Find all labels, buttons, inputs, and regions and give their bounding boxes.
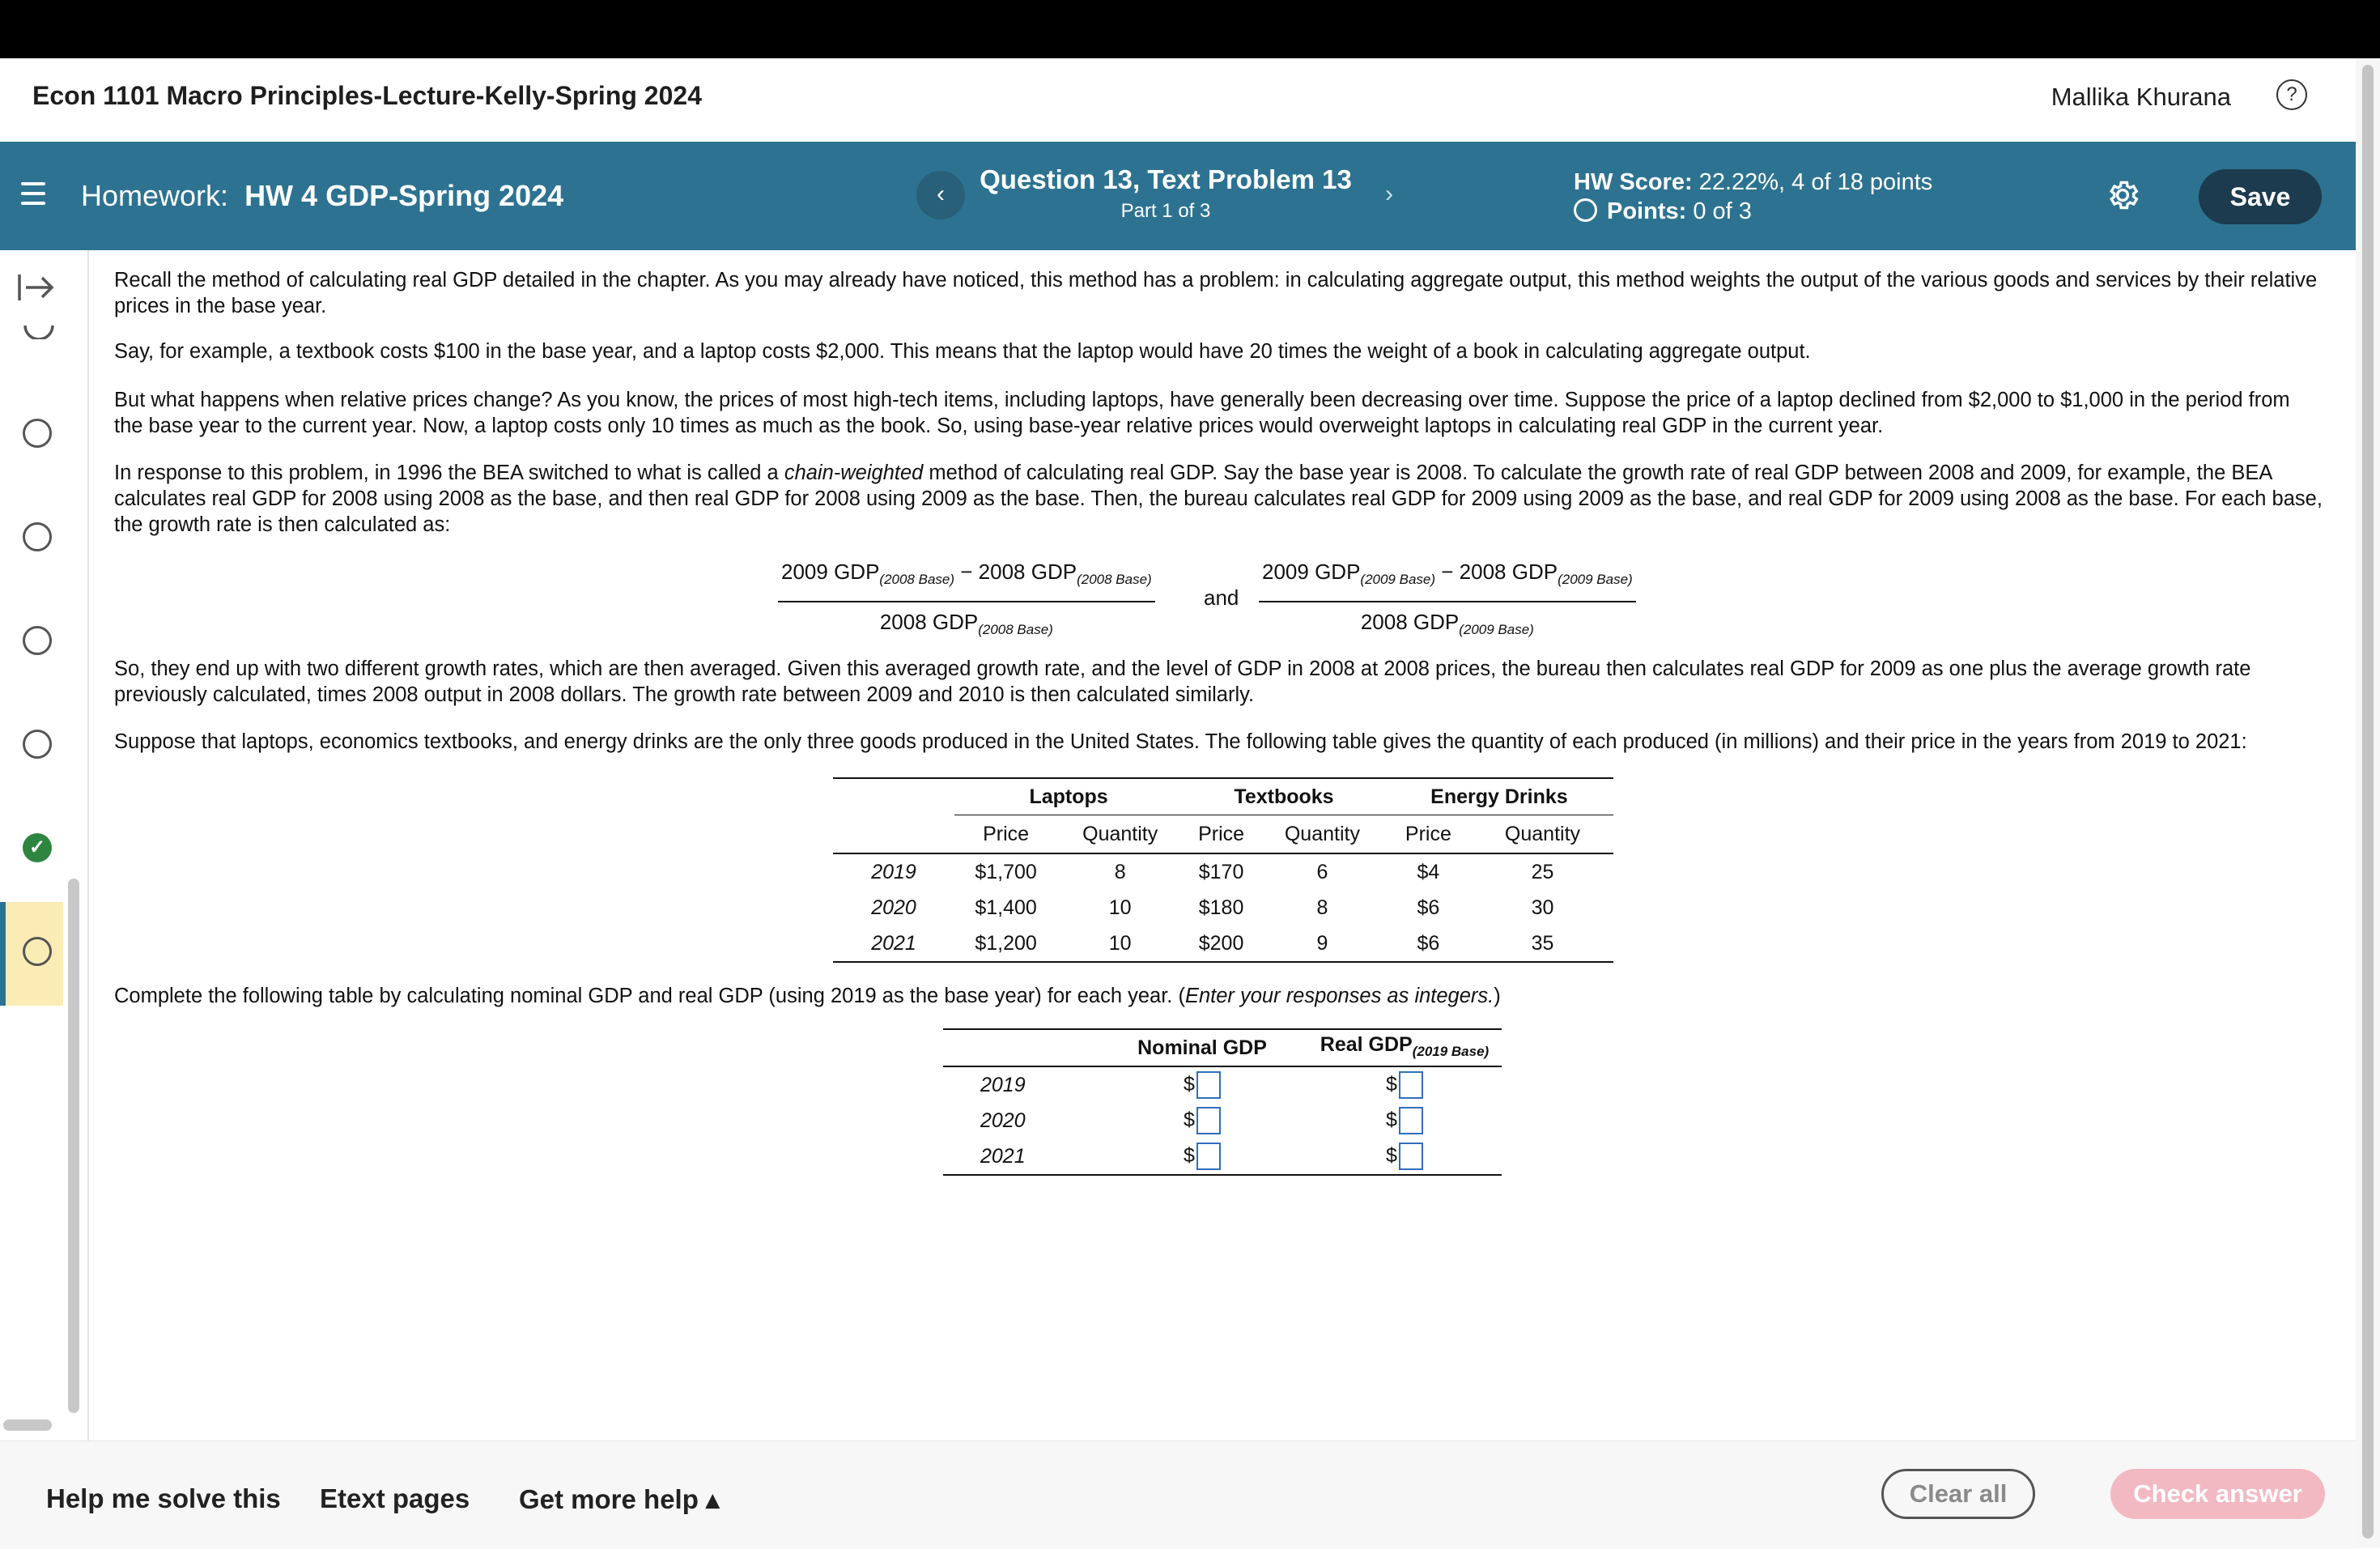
- group-header: Energy Drinks: [1385, 778, 1613, 815]
- instruction-paragraph: Complete the following table by calculating nominal GDP and real GDP (using 2019 as the base year) for each year. (Enter your responses as integers.): [114, 985, 1501, 1007]
- footer-toolbar: [0, 1440, 2356, 1549]
- question-part: Part 1 of 3: [1120, 200, 1211, 222]
- paragraph: So, they end up with two different growth rates, which are then averaged. Given this averaged growth rate, and the level of GDP in 2008 at 2008 prices, the bureau then calculates real GDP for 2009 as one plus the average growth rate previously calculated, times 2008 output in 2008 dollars. The growth rate between 2009 and 2010 is then calculated similarly.: [114, 657, 2251, 706]
- column-header: Price: [954, 815, 1057, 854]
- question-status-item-current[interactable]: [23, 937, 55, 969]
- formula-and: and: [1204, 585, 1239, 610]
- table-row: 2020 $ $: [943, 1103, 1502, 1138]
- paragraph: But what happens when relative prices change? As you know, the prices of most high-tech items, including laptops, have generally been decreasing over time. Suppose the price of a laptop declined from $2,000 to $1,000 in the period from the base year to the current year. Now, a laptop costs only 10 times as much as the book. So, using base-year relative prices would overweight laptops in calculating real GDP in the current year.: [114, 389, 2290, 437]
- points: [1574, 198, 1752, 225]
- page-scrollbar[interactable]: [2356, 58, 2380, 1548]
- course-bar: [0, 58, 2356, 142]
- etext-pages-link[interactable]: Etext pages: [320, 1483, 470, 1513]
- question-title: Question 13, Text Problem 13: [980, 164, 1352, 194]
- settings-gear-icon[interactable]: [2105, 177, 2140, 213]
- hw-score: [1574, 169, 1932, 196]
- unanswered-circle-icon: [23, 419, 52, 448]
- paragraph: In response to this problem, in 1996 the BEA switched to what is called a chain-weighted method of calculating real GDP. Say the base year is 2008. To calculate the growth rate of real GDP between 2008 and 2009, for example, the BEA calculates real GDP for 2008 using 2008 as the base, and then real GDP for 2008 using 2009 as the base. Then, the bureau calculates real GDP for 2009 using 2009 as the base, and real GDP for 2009 using 2008 as the base. For each base, the growth rate is then calculated as:: [114, 462, 2323, 536]
- user-name[interactable]: Mallika Khurana: [2051, 83, 2231, 111]
- group-header: Laptops: [954, 778, 1183, 815]
- unanswered-circle-icon: [23, 937, 52, 966]
- growth-rate-formula: [114, 559, 2324, 638]
- unanswered-circle-icon: [23, 730, 52, 759]
- expand-panel-icon[interactable]: [16, 271, 58, 304]
- nominal-gdp-2020-input[interactable]: [1196, 1107, 1221, 1134]
- formula-fraction-2009-base: 2009 $GDP_{(2009 Base)} - 2008$ $GDP_{(2009 Base)}$ 2008 $GDP_{(2009 Base)}$: [1259, 559, 1636, 643]
- formula-fraction-2008-base: 2009 $GDP_{(2008 Base)} - 2008$ $GDP_{(2008 Base)}$ 2008 $GDP_{(2008 Base)}$: [778, 559, 1155, 643]
- gdp-answer-table: [943, 1028, 1502, 1176]
- column-header: Price: [1385, 815, 1472, 854]
- points-value: 0 of 3: [1693, 198, 1752, 224]
- goods-price-quantity-table: [833, 777, 1613, 963]
- question-status-item[interactable]: [23, 730, 55, 762]
- table-row: 2020 $1,400 10 $180 8 $6 30: [871, 896, 1554, 919]
- next-question-button[interactable]: ›: [1385, 181, 1393, 207]
- real-gdp-2020-input[interactable]: [1399, 1107, 1423, 1134]
- homework-header: [0, 142, 2356, 250]
- nominal-gdp-2021-input[interactable]: [1196, 1143, 1221, 1170]
- page-scrollbar-thumb[interactable]: [2362, 65, 2374, 1538]
- rail-horizontal-scrollbar[interactable]: [3, 1419, 52, 1431]
- question-status-item[interactable]: [23, 419, 55, 451]
- question-status-item[interactable]: [23, 522, 55, 555]
- question-list-rail: [0, 250, 89, 1440]
- column-header: Price: [1183, 815, 1260, 854]
- real-gdp-2019-input[interactable]: [1399, 1071, 1423, 1099]
- points-circle-icon: [1574, 198, 1597, 222]
- help-me-solve-link[interactable]: Help me solve this: [46, 1483, 281, 1513]
- homework-label: Homework:: [81, 179, 229, 212]
- paragraph: Recall the method of calculating real GDP detailed in the chapter. As you may already have noticed, this method has a problem: in calculating aggregate output, this method weights the output of the various goods and services by their relative prices in the base year.: [114, 269, 2318, 317]
- points-label: Points:: [1607, 198, 1687, 224]
- real-gdp-2021-input[interactable]: [1399, 1143, 1423, 1170]
- table-row: 2021 $1,200 10 $200 9 $6 35: [833, 926, 1613, 962]
- table-row: 2021 $ $: [943, 1138, 1502, 1175]
- column-header-nominal-gdp: Nominal GDP: [1097, 1029, 1307, 1066]
- table-row: 2019 $ $: [943, 1066, 1502, 1103]
- column-header: Quantity: [1260, 815, 1385, 854]
- check-answer-button[interactable]: Check answer: [2110, 1469, 2325, 1519]
- partial-circle-icon: [23, 323, 55, 339]
- previous-question-button[interactable]: ‹: [916, 171, 965, 219]
- save-button[interactable]: Save: [2199, 169, 2322, 224]
- course-title: Econ 1101 Macro Principles-Lecture-Kelly-Spring 2024: [32, 81, 702, 110]
- paragraph: Suppose that laptops, economics textbooks, and energy drinks are the only three goods produced in the United States. The following table gives the quantity of each produced (in millions) and their price in the years from 2019 to 2021:: [114, 730, 2247, 753]
- checkmark-icon: ✓: [23, 833, 52, 862]
- homework-name: HW 4 GDP-Spring 2024: [244, 179, 564, 212]
- nominal-gdp-2019-input[interactable]: [1196, 1071, 1221, 1099]
- help-icon[interactable]: ?: [2276, 79, 2307, 110]
- unanswered-circle-icon: [23, 626, 52, 655]
- paragraph: Say, for example, a textbook costs $100 in the base year, and a laptop costs $2,000. This means that the laptop would have 20 times the weight of a book in calculating aggregate output.: [114, 340, 1811, 363]
- rail-scrollbar[interactable]: [68, 879, 79, 1413]
- question-status-item[interactable]: [23, 626, 55, 658]
- column-header-real-gdp: Real $GDP_{(2019 Base)}$: [1307, 1029, 1502, 1066]
- column-header: Quantity: [1057, 815, 1183, 854]
- table-row: 2019 $1,700 8 $170 6 $4 25: [871, 861, 1554, 883]
- hw-score-label: HW Score:: [1574, 169, 1693, 195]
- hw-score-value: 22.22%, 4 of 18 points: [1698, 169, 1933, 195]
- os-top-bar: [0, 0, 2380, 58]
- unanswered-circle-icon: [23, 522, 52, 551]
- get-more-help-link[interactable]: Get more help ▴: [519, 1484, 720, 1514]
- homework-title: [81, 179, 563, 213]
- question-status-item[interactable]: [23, 833, 55, 866]
- group-header: Textbooks: [1183, 778, 1385, 815]
- menu-icon[interactable]: [21, 182, 45, 211]
- clear-all-button[interactable]: Clear all: [1881, 1469, 2035, 1519]
- column-header: Quantity: [1472, 815, 1613, 854]
